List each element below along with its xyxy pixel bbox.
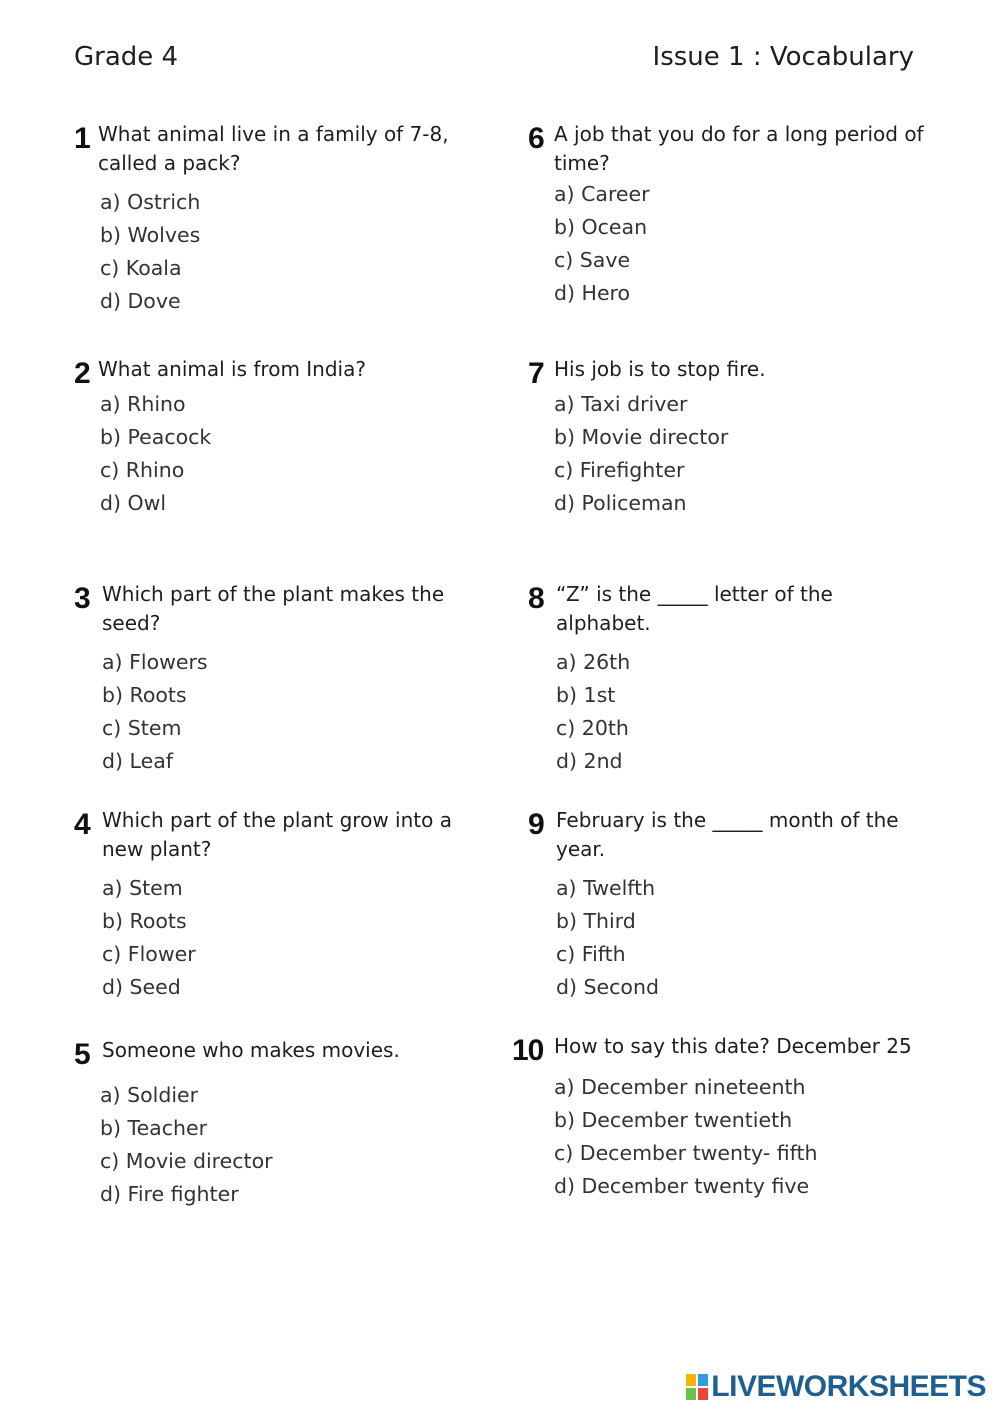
question-7 (528, 355, 948, 520)
logo-square-icon (698, 1374, 708, 1386)
answer-option-a[interactable]: a) December nineteenth (554, 1075, 806, 1099)
question-text: Someone who makes movies. (102, 1038, 400, 1062)
answer-options (100, 388, 494, 520)
answer-option-a[interactable]: a) Twelfth (556, 876, 656, 900)
answer-option-c[interactable]: c) Movie director (100, 1149, 273, 1173)
question-number: 3 (74, 582, 90, 615)
question-number: 7 (528, 357, 544, 390)
logo-square-icon (686, 1388, 696, 1400)
answer-options (556, 646, 948, 778)
logo-mark-icon (686, 1374, 708, 1400)
answer-option-b[interactable]: b) December twentieth (554, 1108, 793, 1132)
liveworksheets-logo[interactable] (686, 1370, 986, 1404)
answer-options (556, 872, 948, 1004)
issue-title: Issue 1 : Vocabulary (652, 42, 914, 72)
question-10 (512, 1032, 952, 1203)
question-4 (74, 806, 494, 1004)
answer-options (102, 646, 494, 778)
logo-square-icon (686, 1374, 696, 1386)
question-number: 5 (74, 1038, 90, 1071)
question-6 (528, 120, 948, 310)
answer-option-c[interactable]: c) Save (554, 248, 631, 272)
answer-option-c[interactable]: c) Fifth (556, 942, 626, 966)
answer-option-a[interactable]: a) Career (554, 182, 650, 206)
grade-label: Grade 4 (74, 42, 179, 72)
answer-option-a[interactable]: a) Taxi driver (554, 392, 688, 416)
answer-option-c[interactable]: c) December twenty- fifth (554, 1141, 818, 1165)
answer-option-d[interactable]: d) Second (556, 975, 659, 999)
answer-option-d[interactable]: d) Fire fighter (100, 1182, 239, 1206)
answer-option-b[interactable]: b) Peacock (100, 425, 212, 449)
question-8 (528, 580, 948, 778)
question-text: What animal live in a family of 7-8, called a pack? (98, 122, 449, 175)
question-number: 8 (528, 582, 544, 615)
answer-option-d[interactable]: d) Seed (102, 975, 181, 999)
answer-option-c[interactable]: c) Firefighter (554, 458, 685, 482)
answer-option-d[interactable]: d) Policeman (554, 491, 687, 515)
answer-option-d[interactable]: d) Owl (100, 491, 167, 515)
answer-options (554, 178, 948, 310)
question-number: 2 (74, 357, 90, 390)
answer-option-d[interactable]: d) 2nd (556, 749, 623, 773)
answer-option-a[interactable]: a) Ostrich (100, 190, 201, 214)
question-number: 4 (74, 808, 90, 841)
question-2 (74, 355, 494, 520)
question-1 (74, 120, 494, 318)
answer-option-a[interactable]: a) Rhino (100, 392, 186, 416)
answer-option-b[interactable]: b) 1st (556, 683, 616, 707)
answer-option-d[interactable]: d) Leaf (102, 749, 173, 773)
question-number: 10 (512, 1034, 544, 1067)
answer-option-b[interactable]: b) Ocean (554, 215, 648, 239)
answer-option-c[interactable]: c) Rhino (100, 458, 185, 482)
answer-option-c[interactable]: c) Flower (102, 942, 196, 966)
answer-option-b[interactable]: b) Movie director (554, 425, 729, 449)
answer-options (102, 872, 494, 1004)
answer-option-b[interactable]: b) Roots (102, 683, 187, 707)
answer-option-b[interactable]: b) Wolves (100, 223, 201, 247)
question-text: “Z” is the _____ letter of the alphabet. (556, 582, 833, 635)
question-number: 9 (528, 808, 544, 841)
answer-option-a[interactable]: a) Stem (102, 876, 183, 900)
question-9 (528, 806, 948, 1004)
question-text: A job that you do for a long period of time? (554, 122, 924, 175)
answer-option-c[interactable]: c) Koala (100, 256, 182, 280)
answer-option-c[interactable]: c) 20th (556, 716, 629, 740)
answer-option-d[interactable]: d) December twenty five (554, 1174, 810, 1198)
answer-option-b[interactable]: b) Teacher (100, 1116, 208, 1140)
question-text: February is the _____ month of the year. (556, 808, 899, 861)
answer-option-b[interactable]: b) Roots (102, 909, 187, 933)
answer-options (100, 186, 494, 318)
answer-options (554, 388, 948, 520)
answer-options (554, 1071, 952, 1203)
logo-text: LIVEWORKSHEETS (711, 1370, 986, 1403)
answer-option-a[interactable]: a) Soldier (100, 1083, 199, 1107)
question-number: 6 (528, 122, 544, 155)
question-5 (74, 1036, 494, 1211)
answer-option-a[interactable]: a) Flowers (102, 650, 208, 674)
question-text: How to say this date? December 25 (554, 1034, 912, 1058)
question-text: Which part of the plant makes the seed? (102, 582, 445, 635)
answer-option-d[interactable]: d) Hero (554, 281, 631, 305)
answer-options (100, 1079, 494, 1211)
question-number: 1 (74, 122, 90, 155)
answer-option-c[interactable]: c) Stem (102, 716, 182, 740)
answer-option-b[interactable]: b) Third (556, 909, 636, 933)
question-text: Which part of the plant grow into a new plant? (102, 808, 452, 861)
question-3 (74, 580, 494, 778)
answer-option-a[interactable]: a) 26th (556, 650, 631, 674)
question-text: What animal is from India? (98, 357, 366, 381)
logo-square-icon (698, 1388, 708, 1400)
answer-option-d[interactable]: d) Dove (100, 289, 181, 313)
question-text: His job is to stop fire. (554, 357, 766, 381)
